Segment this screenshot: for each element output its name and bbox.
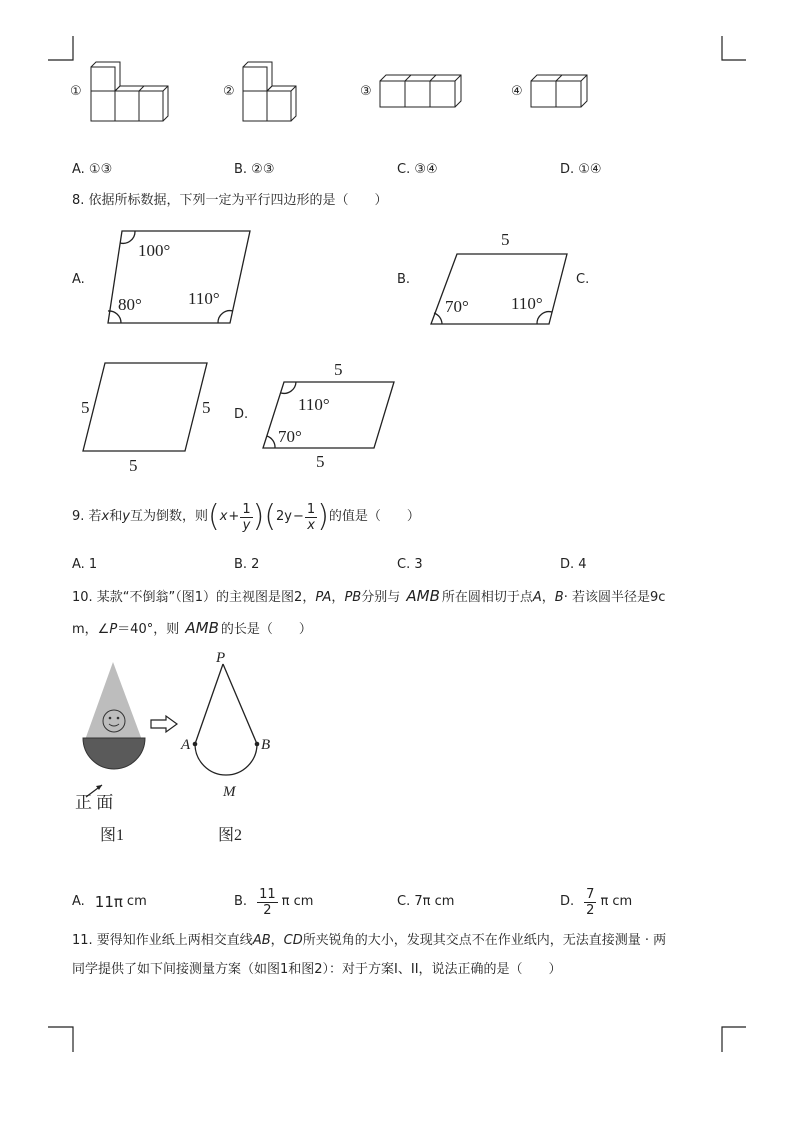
q10-fig2-label-p: P <box>216 650 226 666</box>
q10-fig2-label-m: M <box>223 784 236 800</box>
q8d-angle-bottom: 70° <box>278 427 302 446</box>
q9-suffix: 的值是（ ） <box>328 509 420 524</box>
q7-option-b: B. ②③ <box>234 162 275 177</box>
q9-option-d: D. 4 <box>560 557 587 572</box>
q10-arc-amb-2: AMB <box>185 619 219 637</box>
q10-arc-amb: AMB <box>406 587 440 605</box>
q9-expr-2y: 2y <box>276 509 292 524</box>
figure-mark-3: ③ <box>360 84 372 99</box>
q8a-angle-top-left: 100° <box>138 241 171 260</box>
q10-sep1: ， <box>331 590 345 605</box>
cube-figure-3 <box>377 73 467 113</box>
q10-figure-2 <box>180 650 280 800</box>
q10-text-f: ＝40°，则 <box>117 622 180 637</box>
q11-text-a: 11. 要得知作业纸上两相交直线 <box>72 933 253 948</box>
q8b-angle-bottom-left: 70° <box>445 297 469 316</box>
q9-frac1-num: 1 <box>242 501 251 517</box>
q10-arrow-icon <box>150 716 180 732</box>
q7-option-d: D. ①④ <box>560 162 602 177</box>
q9-frac2-num: 1 <box>306 501 316 517</box>
q10-fig2-label-b: B <box>261 737 271 753</box>
q10-figure-1-caption: 图1 <box>100 827 125 844</box>
figure-mark-1: ① <box>70 84 82 99</box>
q10-text-e: m，∠ <box>72 622 110 637</box>
q10-option-c <box>397 880 454 924</box>
q10-sep2: ， <box>541 590 555 605</box>
q8a-angle-bottom-right: 110° <box>188 289 220 308</box>
q8-option-d-letter: D. <box>234 407 249 422</box>
q10-option-d-fraction <box>584 887 596 918</box>
q10-option-d-den: 2 <box>586 902 595 918</box>
q10-option-b-num: 11 <box>259 886 276 902</box>
q10-option-a-letter: A. <box>72 894 85 909</box>
q10-point-p: P <box>109 622 118 637</box>
q9-plus: + <box>228 509 240 524</box>
q9-prefix: 9. 若 <box>72 509 102 524</box>
q8-figure-c <box>75 355 225 475</box>
q10-line-1 <box>72 588 665 606</box>
q10-option-d-num: 7 <box>586 886 595 902</box>
q11-line-ab: AB <box>252 933 271 948</box>
q9-expr-x: x <box>219 509 228 524</box>
q10-point-a: A <box>532 590 542 605</box>
figure-mark-2: ② <box>223 84 235 99</box>
cube-figure-4 <box>528 73 598 113</box>
q8-figure-a <box>100 225 260 335</box>
q10-text-b: 分别与 <box>361 590 401 605</box>
q9-paren-open-1: ( <box>207 499 220 534</box>
figure-mark-4: ④ <box>511 84 523 99</box>
q8a-angle-bottom-left: 80° <box>118 295 142 314</box>
q11-line-cd: CD <box>283 933 303 948</box>
q8-option-a-letter: A. <box>72 272 85 287</box>
q10-front-label: 正 面 <box>75 793 114 812</box>
q9-option-c: C. 3 <box>397 557 423 572</box>
q9-var-x: x <box>101 509 110 524</box>
q10-option-b-letter: B. <box>234 894 248 909</box>
q8b-angle-bottom-right: 110° <box>511 294 543 313</box>
q10-point-b: B <box>554 590 564 605</box>
q9-paren-open-2: ( <box>264 499 277 534</box>
q9-option-b: B. 2 <box>234 557 260 572</box>
q8-stem: 8. 依据所标数据，下列一定为平行四边形的是（ ） <box>72 193 388 208</box>
q8-figure-d <box>258 360 408 470</box>
q10-option-b-den: 2 <box>263 902 272 918</box>
cube-figure-2 <box>240 60 310 130</box>
q10-fig2-label-a: A <box>181 737 191 753</box>
q9-fraction-1-over-y <box>240 502 252 533</box>
q10-seg-pb: PB <box>344 590 362 605</box>
q8c-right-side: 5 <box>202 398 211 417</box>
q8d-top-side: 5 <box>334 360 343 379</box>
q10-option-c-text: C. 7π cm <box>397 894 455 909</box>
q11-line-2: 同学提供了如下间接测量方案（如图1和图2）：对于方案I、II，说法正确的是（ ） <box>72 962 562 977</box>
q9-and: 和 <box>109 509 123 524</box>
q10-text-c: 所在圆相切于点 <box>441 590 533 605</box>
q10-text-g: 的长是（ ） <box>220 622 312 637</box>
q11-text-b: 所夹锐角的大小，发现其交点不在作业纸内，无法直接测量 · 两 <box>302 933 667 948</box>
q10-option-a <box>72 880 147 924</box>
q8-figure-b <box>425 228 575 328</box>
q8b-top-side: 5 <box>501 230 510 249</box>
q9-frac1-den: y <box>242 517 251 533</box>
q10-option-a-unit: cm <box>126 894 147 909</box>
q9-frac2-den: x <box>307 517 315 533</box>
q9-stem <box>72 494 420 540</box>
q11-sep: ， <box>270 933 284 948</box>
q10-option-d-letter: D. <box>560 894 575 909</box>
q8c-left-side: 5 <box>81 398 90 417</box>
q8c-bottom-side: 5 <box>129 456 138 475</box>
q10-line-2 <box>72 620 312 638</box>
q10-option-a-coef: 11π <box>94 893 123 911</box>
q9-fraction-1-over-x <box>305 502 317 533</box>
q10-seg-pa: PA <box>315 590 332 605</box>
q9-mid: 互为倒数，则 <box>129 509 208 524</box>
q8-option-b-letter: B. <box>397 272 411 287</box>
q10-option-b-rest: π cm <box>281 894 314 909</box>
q8d-angle-top: 110° <box>298 395 330 414</box>
q9-paren-close-2: ) <box>317 499 329 534</box>
q10-figure-2-caption: 图2 <box>218 827 243 844</box>
q11-line-1 <box>72 933 666 949</box>
q8-option-c-letter: C. <box>576 272 590 287</box>
q9-minus: − <box>293 509 304 524</box>
q10-option-b <box>234 880 313 924</box>
q10-option-d-rest: π cm <box>600 894 633 909</box>
q10-option-d <box>560 880 632 924</box>
q7-option-a: A. ①③ <box>72 162 113 177</box>
q9-var-y: y <box>122 509 130 524</box>
q8d-bottom-side: 5 <box>316 452 325 471</box>
q10-text-a: 10. 某款“不倒翁”（图1）的主视图是图2， <box>72 590 316 605</box>
q9-paren-close-1: ) <box>252 499 265 534</box>
q10-text-d: · 若该圆半径是9c <box>563 590 666 605</box>
q7-option-c: C. ③④ <box>397 162 438 177</box>
q9-option-a: A. 1 <box>72 557 98 572</box>
q10-option-b-fraction <box>257 887 278 918</box>
cube-figure-1 <box>88 60 178 130</box>
